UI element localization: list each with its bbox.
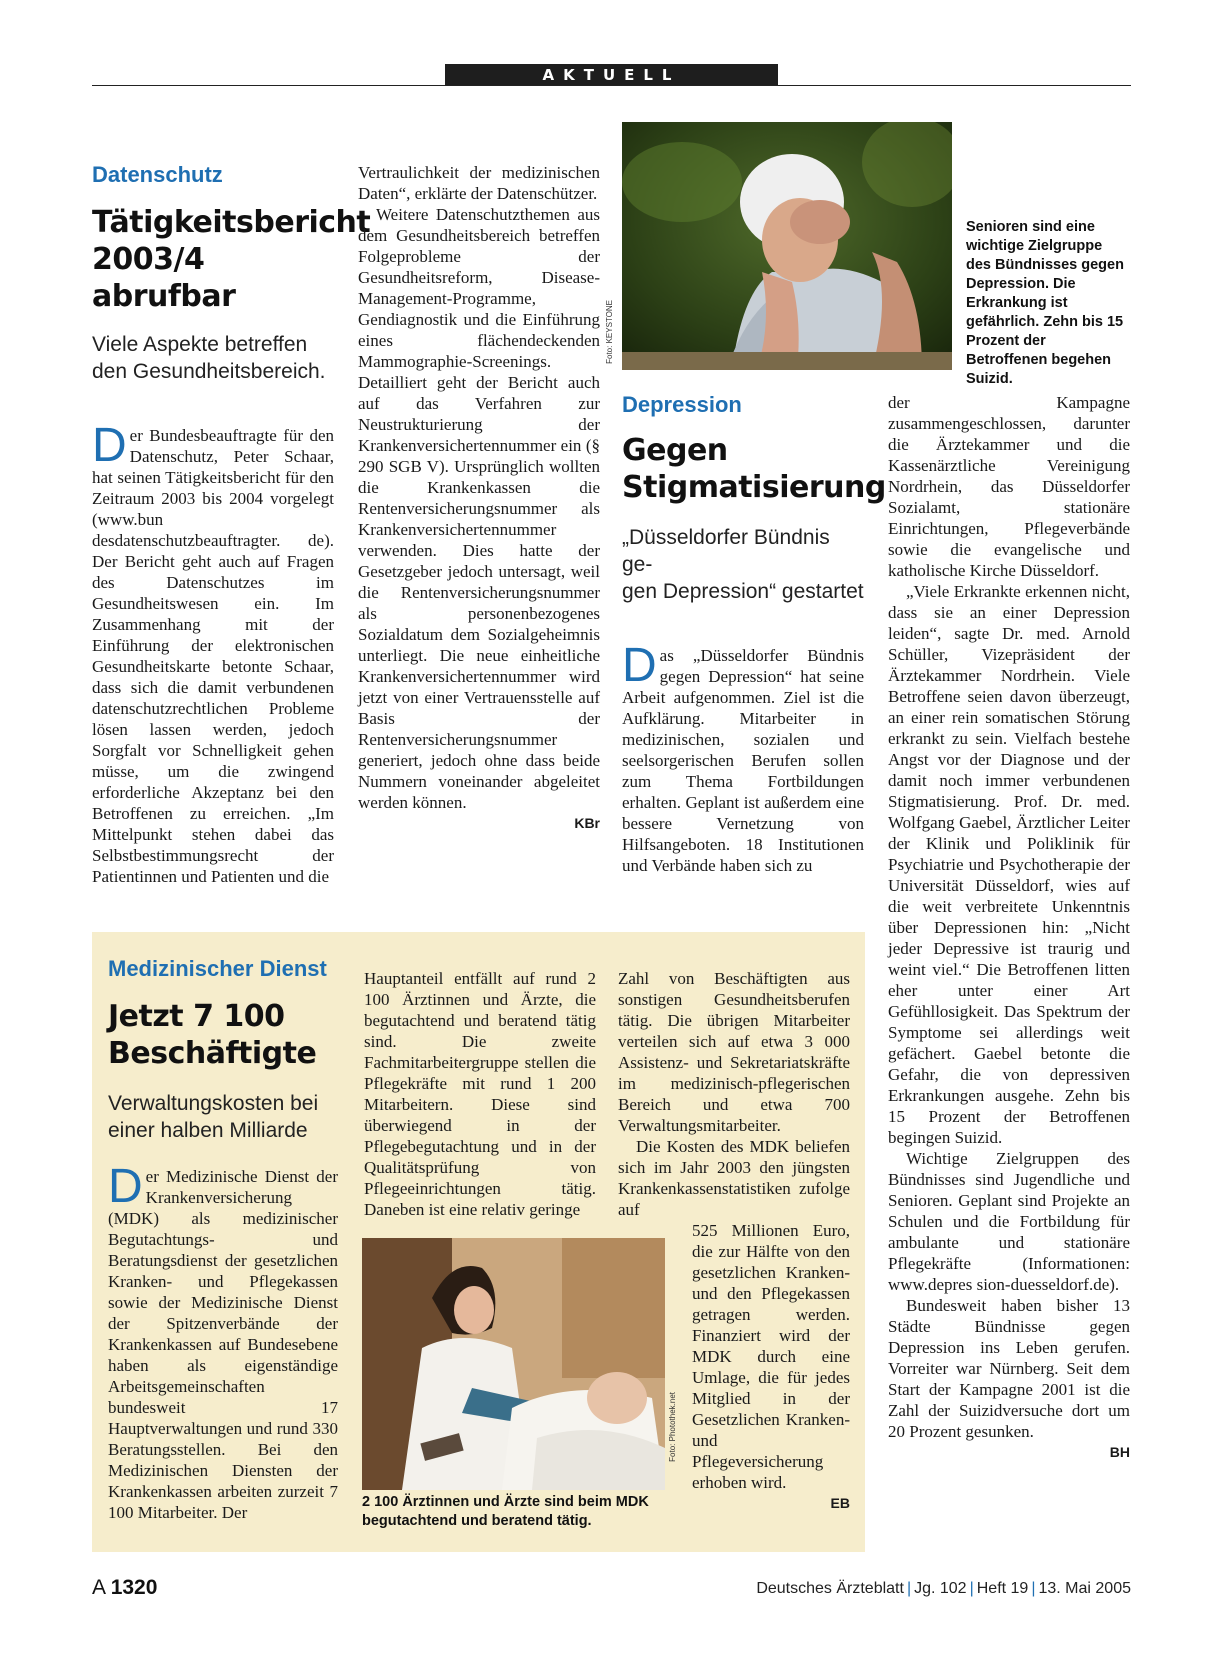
- body-paragraph: der Kampagne zusammengeschlossen, darunter die Ärztekammer und die Kassenärztliche Vereinigung Nordrhein, das Düsseldorfer Sozialamt, stationäre Einrichtungen, Pflegeverbände sowie die evangelische und katholische Kirche Düsseldorf.: [888, 393, 1130, 580]
- headline-line: Tätigkeitsbericht: [92, 205, 371, 240]
- photo-1-credit-wrapper: [605, 300, 617, 370]
- separator: |: [1031, 1580, 1036, 1597]
- article-body: [108, 1160, 338, 1523]
- subhead-line: gen Depression“ gestartet: [622, 580, 864, 603]
- headline-line: Gegen: [622, 433, 728, 468]
- journal-issue: Heft 19: [976, 1580, 1029, 1597]
- drop-cap: D: [108, 1160, 143, 1213]
- body-paragraph: Wichtige Zielgruppen des Bündnisses sind Jugendliche und Senioren. Geplant sind Projekte an Schulen und die Fortbildung für ambulante und stationäre Pflegekräfte (Informationen: www.depres sion-duesseldorf.de).: [888, 1149, 1130, 1294]
- page-number: [92, 1576, 157, 1600]
- body-paragraph: Hauptanteil entfällt auf rund 2 100 Ärztinnen und Ärzte, die begutachtend und beratend tätig sind. Die zweite Fachmitarbeitergruppe stellen die Pflegekräfte mit rund 1 200 Mitarbeitern. Diese sind überwiegend in der Pflegebegutachtung und in der Qualitätsprüfung von Pflegeeinrichtungen tätig. Daneben ist eine relativ geringe: [364, 969, 596, 1219]
- article-3-column-3-wrap: [692, 1220, 850, 1514]
- article-2-column-1: [622, 392, 886, 876]
- article-kicker: Datenschutz: [92, 162, 223, 187]
- publication-info: [756, 1580, 1131, 1598]
- author-signature: EB: [830, 1495, 850, 1511]
- article-3-column-2: [364, 968, 596, 1220]
- article-1-column-1: [92, 150, 371, 887]
- photo-2-credit-wrapper: [668, 1392, 680, 1482]
- article-3-column-3: [618, 968, 850, 1220]
- article-body: [92, 419, 334, 887]
- photo-caption: [362, 1493, 672, 1531]
- article-headline: [92, 204, 371, 315]
- article-body: [622, 639, 864, 876]
- separator: |: [969, 1580, 974, 1597]
- article-1-column-2: [358, 162, 600, 834]
- photo-doctor-illustration: [362, 1238, 665, 1490]
- article-box-mdk: [92, 932, 865, 1552]
- body-paragraph: er Medizinische Dienst der Krankenversicherung (MDK) als medizinischer Begutachtungs- und Beratungsdienst der gesetzlichen Kranken- und Pflegekassen sowie der Medizinische Dienst der Spitzenverbände der Krankenkassen auf Bundesebene haben als eigenständige Arbeitsgemeinschaften bundesweit 17 Hauptverwaltungen und rund 330 Beratungsstellen. Bei den Medizinischen Diensten der Krankenkassen arbeiten zurzeit 7 100 Mitarbeiter. Der: [108, 1167, 338, 1522]
- photo-credit: Foto: Photothek.net: [668, 1392, 677, 1462]
- journal-name: Deutsches Ärzteblatt: [756, 1580, 904, 1597]
- body-paragraph: 525 Millionen Euro, die zur Hälfte von den gesetzlichen Kranken- und den Pflegekassen getragen werden. Finanziert wird der MDK durch eine Umlage, die für jedes Mitglied in der Gesetzlichen Kranken- und Pflegeversicherung erhoben wird.: [692, 1221, 850, 1492]
- body-paragraph: Vertraulichkeit der medizinischen Daten“, erklärte der Datenschützer.: [358, 163, 600, 203]
- subhead-line: Verwaltungskosten bei: [108, 1092, 319, 1115]
- article-kicker: Medizinischer Dienst: [108, 956, 327, 981]
- page-prefix: A: [92, 1576, 105, 1599]
- header-rule: [92, 85, 1131, 86]
- body-paragraph: Weitere Datenschutzthemen aus dem Gesundheitsbereich betreffen Folgeprobleme der Gesundheitsreform, Disease-Management-Programme, Gendiagnostik und die Einführung eines flächendeckenden Mammographie-Screenings. Detailliert geht der Bericht auch auf das Verfahren zur Neustrukturierung der Krankenversichertennummer ein (§ 290 SGB V). Ursprünglich wollten die Krankenkassen die Rentenversicherungsnummer als Krankenversichertennummer verwenden. Dies hatte der Gesetzgeber jedoch untersagt, weil die Rentenversicherungsnummer als personenbezogenes Sozialdatum dem Sozialgeheimnis unterliegt. Die neue einheitliche Krankenversichertennummer wird jetzt von einer Vertrauensstelle auf Basis der Rentenversicherungsnummer generiert, jedoch ohne dass beide Nummern voneinander abgeleitet werden können.: [358, 205, 600, 812]
- subhead-line: „Düsseldorfer Bündnis ge-: [622, 526, 830, 576]
- caption-line: 2 100 Ärztinnen und Ärzte sind beim MDK: [362, 1494, 649, 1510]
- photo-credit: Foto: KEYSTONE: [605, 300, 614, 364]
- photo-caption: Senioren sind eine wichtige Zielgruppe des Bündnisses gegen Depression. Die Erkrankung ist gefährlich. Zehn bis 15 Prozent der Betroffenen begehen Suizid.: [966, 219, 1124, 387]
- subhead-line: einer halben Milliarde: [108, 1119, 308, 1142]
- journal-date: 13. Mai 2005: [1038, 1580, 1131, 1597]
- body-paragraph: as „Düsseldorfer Bündnis gegen Depression“ hat seine Arbeit aufgenommen. Ziel ist die Aufklärung. Mitarbeiter in medizinischen, sozialen und seelsorgerischen Berufen sollen zum Thema Fortbildungen erhalten. Geplant ist außerdem eine bessere Vernetzung von Hilfsangeboten. 18 Institutionen und Verbände haben sich zu: [622, 646, 864, 875]
- article-subhead: [92, 331, 334, 385]
- headline-line: 2003/4 abrufbar: [92, 242, 236, 314]
- body-paragraph: Bundesweit haben bisher 13 Städte Bündnisse gegen Depression ins Leben gerufen. Vorreiter war Nürnberg. Seit dem Start der Kampagne 2001 ist die Zahl der Suizidversuche dort um 20 Prozent gesunken.: [888, 1296, 1130, 1441]
- body-paragraph: Die Kosten des MDK beliefen sich im Jahr 2003 den jüngsten Krankenkassenstatistiken zufolge auf: [618, 1137, 850, 1219]
- subhead-line: den Gesundheitsbereich.: [92, 360, 326, 383]
- article-3-column-1: [108, 956, 338, 1523]
- caption-line: begutachtend und beratend tätig.: [362, 1513, 592, 1529]
- article-2-column-2: [888, 392, 1130, 1463]
- journal-volume: Jg. 102: [914, 1580, 967, 1597]
- photo-mdk-doctor: [362, 1238, 665, 1490]
- body-paragraph: Zahl von Beschäftigten aus sonstigen Gesundheitsberufen tätig. Die übrigen Mitarbeiter verteilen sich auf etwa 3 000 Assistenz- und Sekretariatskräfte im medizinisch-pflegerischen Bereich und etwa 700 Verwaltungsmitarbeiter.: [618, 969, 850, 1135]
- photo-senior-woman: [622, 122, 952, 370]
- body-paragraph: er Bundesbeauftragte für den Datenschutz, Peter Schaar, hat seinen Tätigkeitsbericht für den Zeitraum 2003 bis 2004 vorgelegt (www.bun desdatenschutzbeauftragter. de). Der Bericht geht auch auf Fragen des Datenschutzes im Gesundheitswesen ein. Im Zusammenhang mit der Einführung der elektronischen Gesundheitskarte betonte Schaar, dass sich die damit verbundenen datenschutzrechtlichen Probleme lösen lassen werden, jedoch Sorgfalt vor Schnelligkeit gehen müsse, um die zwingend erforderliche Akzeptanz bei den Betroffenen zu erreichen. „Im Mittelpunkt stehen dabei das Selbstbestimmungsrecht der Patientinnen und Patienten und die: [92, 426, 334, 886]
- author-signature: KBr: [574, 815, 600, 831]
- headline-line: Jetzt 7 100: [108, 999, 285, 1034]
- drop-cap: D: [92, 419, 127, 472]
- headline-line: Stigmatisierung: [622, 470, 886, 505]
- headline-line: Beschäftigte: [108, 1036, 317, 1071]
- subhead-line: Viele Aspekte betreffen: [92, 333, 308, 356]
- article-subhead: [622, 524, 864, 605]
- separator: |: [906, 1580, 912, 1597]
- article-headline: [622, 432, 886, 506]
- section-label: AKTUELL: [445, 64, 778, 86]
- article-kicker: Depression: [622, 392, 742, 417]
- author-signature: BH: [1109, 1444, 1130, 1460]
- drop-cap: D: [622, 639, 657, 692]
- photo-senior-illustration: [622, 122, 952, 370]
- article-headline: [108, 998, 338, 1072]
- article-subhead: [108, 1090, 338, 1144]
- body-paragraph: „Viele Erkrankte erkennen nicht, dass sie an einer Depression leiden“, sagte Dr. med. Arnold Schüller, Vizepräsident der Ärztekammer Nordrhein. Viele Betroffene seien davon überzeugt, an einer rein somatischen Störung erkrankt zu sein. Vielfach bestehe Angst vor der Diagnose und der damit noch immer verbundenen Stigmatisierung. Prof. Dr. med. Wolfgang Gaebel, Ärztlicher Leiter der Klinik und Poliklinik für Psychiatrie und Psychotherapie der Universität Düsseldorf, wies auf die weit verbreitete Unkenntnis über Depressionen hin: „Nicht jeder Depressive ist traurig und weint viel.“ Die Betroffenen litten eher unter einer Art Gefühllosigkeit. Das Spektrum der Symptome sei allerdings weit gefächert. Gaebel betonte die Gefahr, die von depressiven Erkrankungen ausgehe. Zehn bis 15 Prozent der Betroffenen begingen Suizid.: [888, 582, 1130, 1147]
- page-number-value: 1320: [110, 1576, 158, 1599]
- article-datenschutz: [92, 150, 600, 890]
